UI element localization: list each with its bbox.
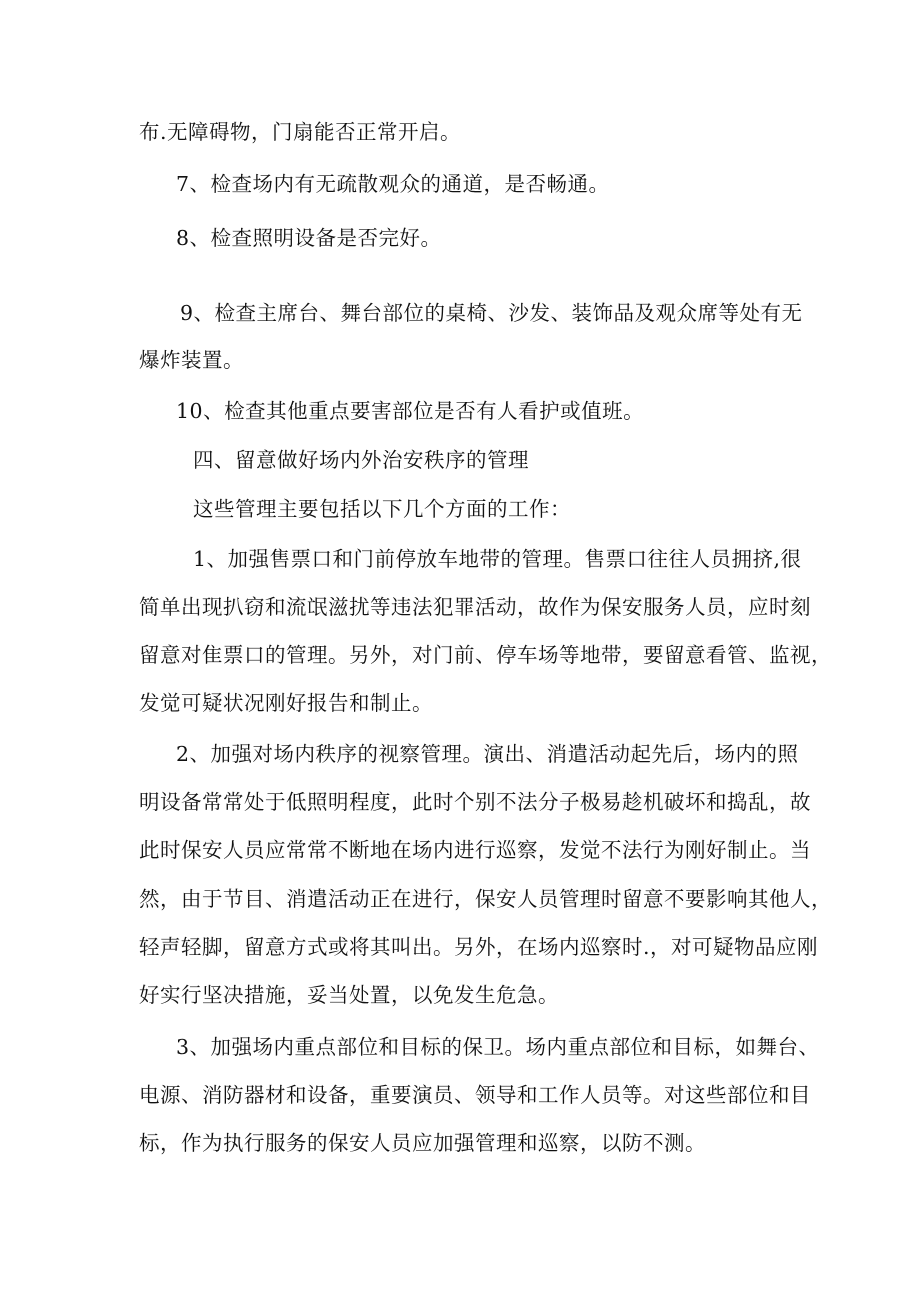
section-heading: 四、留意做好场内外治安秩序的管理 (193, 448, 529, 472)
text-line: 布.无障碍物，门扇能否正常开启。 (139, 120, 462, 144)
text-line: 这些管理主要包括以下几个方面的工作： (193, 497, 571, 521)
text-line: 8、检查照明设备是否完好。 (176, 226, 442, 250)
text-line: 爆炸装置。 (139, 348, 244, 372)
text-line: 标，作为执行服务的保安人员应加强管理和巡察，以防不测。 (139, 1131, 706, 1155)
text-line: 好实行坚决措施，妥当处置，以免发生危急。 (139, 983, 559, 1007)
text-line: 简单出现扒窃和流氓滋扰等违法犯罪活动，故作为保安服务人员，应时刻 (139, 595, 811, 619)
text-line: 然，由于节目、消遣活动正在进行，保安人员管理时留意不要影响其他人， (139, 887, 832, 911)
text-line: 发觉可疑状况刚好报告和制止。 (139, 691, 433, 715)
text-line: 明设备常常处于低照明程度，此时个别不法分子极易趁机破坏和捣乱，故 (139, 790, 811, 814)
text-line: 9、检查主席台、舞台部位的桌椅、沙发、装饰品及观众席等处有无 (180, 301, 803, 325)
text-line: 7、检查场内有无疏散观众的通道，是否畅通。 (176, 172, 610, 196)
text-line: 此时保安人员应常常不断地在场内进行巡察，发觉不法行为刚好制止。当 (139, 838, 811, 862)
text-line: 电源、消防器材和设备，重要演员、领导和工作人员等。对这些部位和目 (139, 1083, 811, 1107)
text-line: 轻声轻脚，留意方式或将其叫出。另外，在场内巡察时.，对可疑物品应刚 (139, 935, 819, 959)
text-line: 留意对隹票口的管理。另外，对门前、停车场等地带，要留意看管、监视， (139, 643, 832, 667)
text-line: 3、加强场内重点部位和目标的保卫。场内重点部位和目标，如舞台、 (176, 1035, 820, 1059)
text-line: 10、检查其他重点要害部位是否有人看护或值班。 (176, 399, 645, 423)
text-line: 2、加强对场内秩序的视察管理。演出、消遣活动起先后，场内的照 (176, 742, 799, 766)
text-line: 1、加强售票口和门前停放车地带的管理。售票口往往人员拥挤,很 (193, 547, 802, 571)
